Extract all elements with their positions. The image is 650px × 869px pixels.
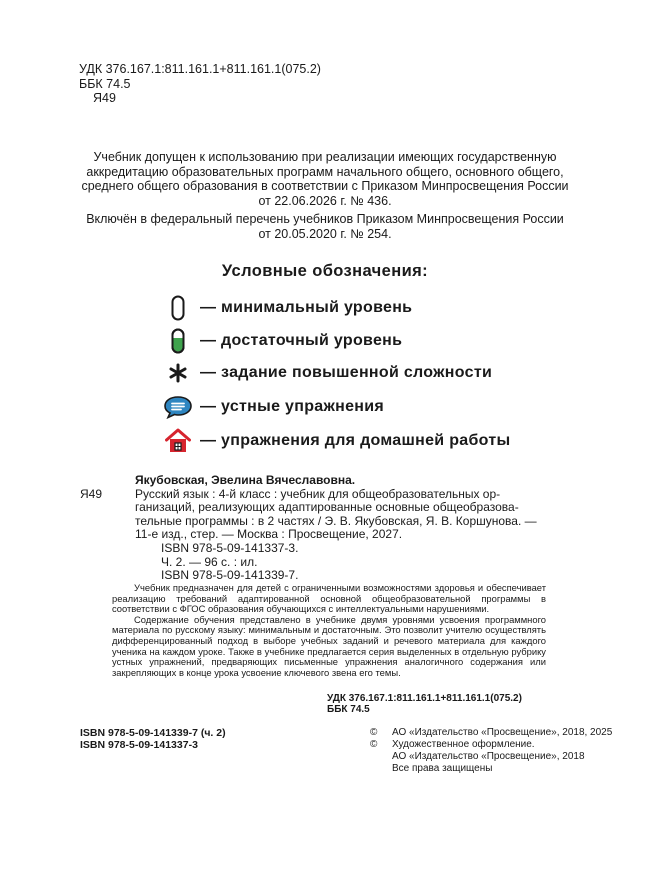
- legend-text: — устные упражнения: [200, 398, 385, 415]
- federal-list-line: Включён в федеральный перечень учебников Приказом Минпросвещения России: [86, 212, 564, 226]
- legend-item-homework: [158, 426, 510, 456]
- legend-item-sufficient: [158, 326, 402, 356]
- legend-text: — минимальный уровень: [200, 299, 413, 316]
- author-name: Якубовская, Эвелина Вячеславовна.: [135, 473, 356, 487]
- isbn-block: [80, 727, 226, 751]
- speech-bubble-icon: [158, 392, 198, 422]
- approval-line: Учебник допущен к использованию при реализации имеющих государственную: [93, 150, 557, 164]
- annotation-paragraph: Учебник предназначен для детей с ограниченными возможностями здоровья и обеспечивает реализацию требований адаптированной основной общеобразовательной программы в соответствии с ФГОС образования обучающихся с интеллектуальными нарушениями.: [112, 582, 546, 615]
- biblio-part: Ч. 2. — 96 с. : ил.: [161, 554, 258, 569]
- catalog-code: Я49: [80, 486, 103, 501]
- legend-title: Условные обозначения:: [221, 262, 429, 280]
- green-pill-icon: [158, 326, 198, 356]
- copyright-line: АО «Издательство «Просвещение», 2018: [392, 751, 585, 762]
- annotation: [112, 583, 546, 678]
- isbn-line: ISBN 978-5-09-141339-7 (ч. 2): [80, 727, 226, 739]
- author-code: Я49: [93, 91, 116, 105]
- legend-text: — упражнения для домашней работы: [200, 432, 511, 449]
- copyright-line: Художественное оформление.: [392, 739, 535, 750]
- biblio-isbn: ISBN 978-5-09-141339-7.: [161, 568, 299, 583]
- copyright-line: АО «Издательство «Просвещение», 2018, 2025: [392, 727, 613, 738]
- udk-line: УДК 376.167.1:811.161.1+811.161.1(075.2): [79, 62, 321, 76]
- biblio-isbn: ISBN 978-5-09-141337-3.: [161, 540, 299, 555]
- federal-list-line: от 20.05.2020 г. № 254.: [258, 226, 392, 241]
- legend-text: — задание повышенной сложности: [200, 364, 493, 381]
- isbn-line: ISBN 978-5-09-141337-3: [80, 739, 198, 751]
- legend-item-advanced: [158, 358, 492, 388]
- biblio-line: Русский язык : 4-й класс : учебник для общеобразовательных ор-: [135, 486, 501, 501]
- bbk-line: ББК 74.5: [327, 704, 370, 715]
- copyright-symbol: ©: [370, 727, 378, 738]
- empty-pill-icon: [158, 293, 198, 323]
- udk-header: [79, 62, 321, 106]
- approval-line: среднего общего образования в соответствии с Приказом Минпросвещения России: [81, 179, 569, 193]
- asterisk-icon: [158, 358, 198, 388]
- legend-text: — достаточный уровень: [200, 332, 403, 349]
- rights-reserved: Все права защищены: [392, 763, 493, 774]
- legend-item-minimal: [158, 293, 412, 323]
- annotation-paragraph: Содержание обучения представлено в учебнике двумя уровнями усвоения программного материала по русскому языку: минимальным и достаточным. Это позволит учителю осуществлять дифференцированный подход в выборе учебных заданий и речевого материала для каждого ученика на каждом уроке. Также в учебнике предлагается серия выделенных в отдельную рубрику устных упражнений, предваряющих письменные упражнения аналогичного содержания или закрепляющих в конце урока усвоение ключевого звена его темы.: [112, 613, 546, 678]
- udk-footer: [327, 693, 522, 715]
- copyright-symbol: ©: [370, 739, 378, 750]
- biblio-line: 11-е изд., стер. — Москва : Просвещение, 2027.: [135, 527, 403, 542]
- bbk-line: ББК 74.5: [79, 76, 131, 91]
- copyright-block: [370, 727, 612, 775]
- biblio-line: тельные программы : в 2 частях / Э. В. Якубовская, Я. В. Коршунова. —: [135, 513, 537, 528]
- biblio-line: ганизаций, реализующих адаптированные основные общеобразова-: [135, 500, 519, 515]
- house-icon: [158, 426, 198, 456]
- udk-line: УДК 376.167.1:811.161.1+811.161.1(075.2): [327, 693, 522, 704]
- bibliographic-record: [80, 474, 570, 583]
- legend-item-oral: [158, 392, 384, 422]
- approval-notice: [70, 150, 580, 241]
- approval-line: от 22.06.2026 г. № 436.: [258, 193, 392, 208]
- approval-line: аккредитацию образовательных программ начального общего, основного общего,: [86, 164, 564, 179]
